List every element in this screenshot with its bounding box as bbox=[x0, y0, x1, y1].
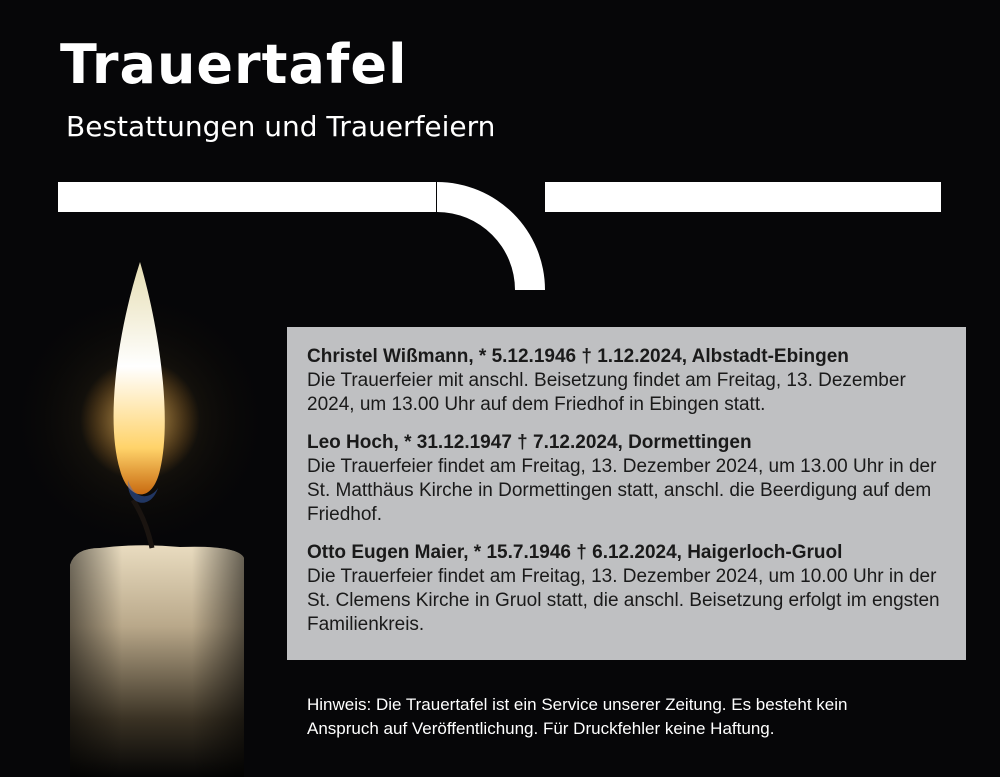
page-subtitle: Bestattungen und Trauerfeiern bbox=[66, 110, 496, 143]
obituary-entry bbox=[307, 345, 948, 417]
obituary-headline: Leo Hoch, * 31.12.1947 † 7.12.2024, Dormettingen bbox=[307, 432, 752, 453]
obituary-entry bbox=[307, 541, 948, 637]
obituary-text: Die Trauerfeier mit anschl. Beisetzung findet am Freitag, 13. Dezember 2024, um 13.00 Uhr auf dem Friedhof in Ebingen statt. bbox=[307, 370, 906, 415]
obituary-text: Die Trauerfeier findet am Freitag, 13. Dezember 2024, um 13.00 Uhr in der St. Matthäus Kirche in Dormettingen statt, anschl. die Beerdigung auf dem Friedhof. bbox=[307, 456, 937, 525]
obituary-entry bbox=[307, 431, 948, 527]
obituary-headline: Otto Eugen Maier, * 15.7.1946 † 6.12.2024, Haigerloch-Gruol bbox=[307, 542, 843, 563]
obituary-notice-box bbox=[287, 327, 966, 660]
obituary-text: Die Trauerfeier findet am Freitag, 13. Dezember 2024, um 10.00 Uhr in der St. Clemens Kirche in Gruol statt, die anschl. Beisetzung erfolgt im engsten Familienkreis. bbox=[307, 566, 940, 635]
obituary-headline: Christel Wißmann, * 5.12.1946 † 1.12.2024, Albstadt-Ebingen bbox=[307, 346, 849, 367]
page-title: Trauertafel bbox=[60, 33, 408, 96]
disclaimer-note: Hinweis: Die Trauertafel ist ein Service unserer Zeitung. Es besteht kein Anspruch auf Veröffentlichung. Für Druckfehler keine Haftung. bbox=[307, 695, 848, 738]
candle-illustration bbox=[0, 0, 280, 777]
